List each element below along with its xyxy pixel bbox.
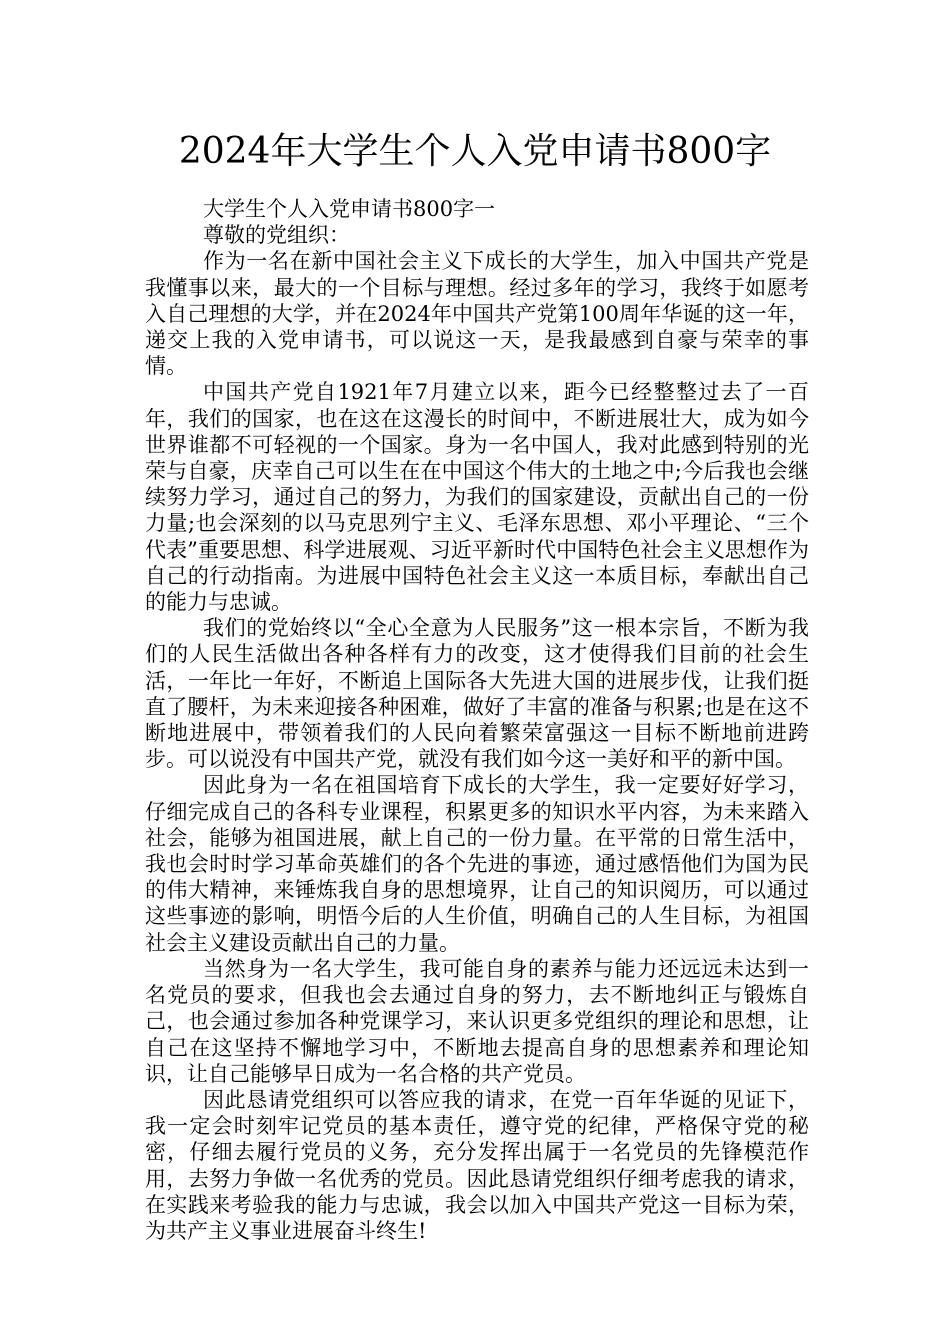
paragraph: 因此身为一名在祖国培育下成长的大学生，我一定要好好学习，仔细完成自己的各科专业课程，积累更多的知识水平内容，为未来踏入社会，能够为祖国进展，献上自己的一份力量。在平常的日常生活中，我也会时时学习革命英雄们的各个先进的事迹，通过感悟他们为国为民的伟大精神，来锤炼我自身的思想境界，让自己的知识阅历，可以通过这些事迹的影响，明悟今后的人生价值，明确自己的人生目标，为祖国社会主义建设贡献出自己的力量。 (145, 773, 809, 955)
paragraph: 当然身为一名大学生，我可能自身的素养与能力还远远未达到一名党员的要求，但我也会去通过自身的努力，去不断地纠正与锻炼自己，也会通过参加各种党课学习，来认识更多党组织的理论和思想，让自己在这坚持不懈地学习中，不断地去提高自身的思想素养和理论知识，让自己能够早日成为一名合格的共产党员。 (145, 956, 809, 1086)
salutation: 尊敬的党组织： (203, 223, 350, 248)
paragraph: 因此恳请党组织可以答应我的请求，在党一百年华诞的见证下，我一定会时刻牢记党员的基本责任，遵守党的纪律，严格保守党的秘密，仔细去履行党员的义务，充分发挥出属于一名党员的先锋模范作用，去努力争做一名优秀的党员。因此恳请党组织仔细考虑我的请求，在实践来考验我的能力与忠诚，我会以加入中国共产党这一目标为荣，为共产主义事业进展奋斗终生! (145, 1087, 809, 1243)
paragraph: 我们的党始终以“全心全意为人民服务”这一根本宗旨，不断为我们的人民生活做出各种各样有力的改变，这才使得我们目前的社会生活，一年比一年好，不断追上国际各大先进大国的进展步伐，让我们挺直了腰杆，为未来迎接各种困难，做好了丰富的准备与积累;也是在这不断地进展中，带领着我们的人民向着繁荣富强这一目标不断地前进跨步。可以说没有中国共产党，就没有我们如今这一美好和平的新中国。 (145, 616, 809, 772)
document-title: 2024年大学生个人入党申请书800字 (178, 131, 772, 172)
paragraph: 作为一名在新中国社会主义下成长的大学生，加入中国共产党是我懂事以来，最大的一个目标与理想。经过多年的学习，我终于如愿考入自己理想的大学，并在2024年中国共产党第100周年华诞的这一年，递交上我的入党申请书，可以说这一天，是我最感到自豪与荣幸的事情。 (145, 249, 809, 379)
paragraph: 中国共产党自1921年7月建立以来，距今已经整整过去了一百年，我们的国家，也在这在这漫长的时间中，不断进展壮大，成为如今世界谁都不可轻视的一个国家。身为一名中国人，我对此感到特别的光荣与自豪，庆幸自己可以生在在中国这个伟大的土地之中;今后我也会继续努力学习，通过自己的努力，为我们的国家建设，贡献出自己的一份力量;也会深刻的以马克思列宁主义、毛泽东思想、邓小平理论、“三个代表”重要思想、科学进展观、习近平新时代中国特色社会主义思想作为自己的行动指南。为进展中国特色社会主义这一本质目标，奉献出自己的能力与忠诚。 (145, 380, 809, 615)
document-subtitle: 大学生个人入党申请书800字一 (203, 197, 496, 221)
document-body (145, 196, 809, 1244)
